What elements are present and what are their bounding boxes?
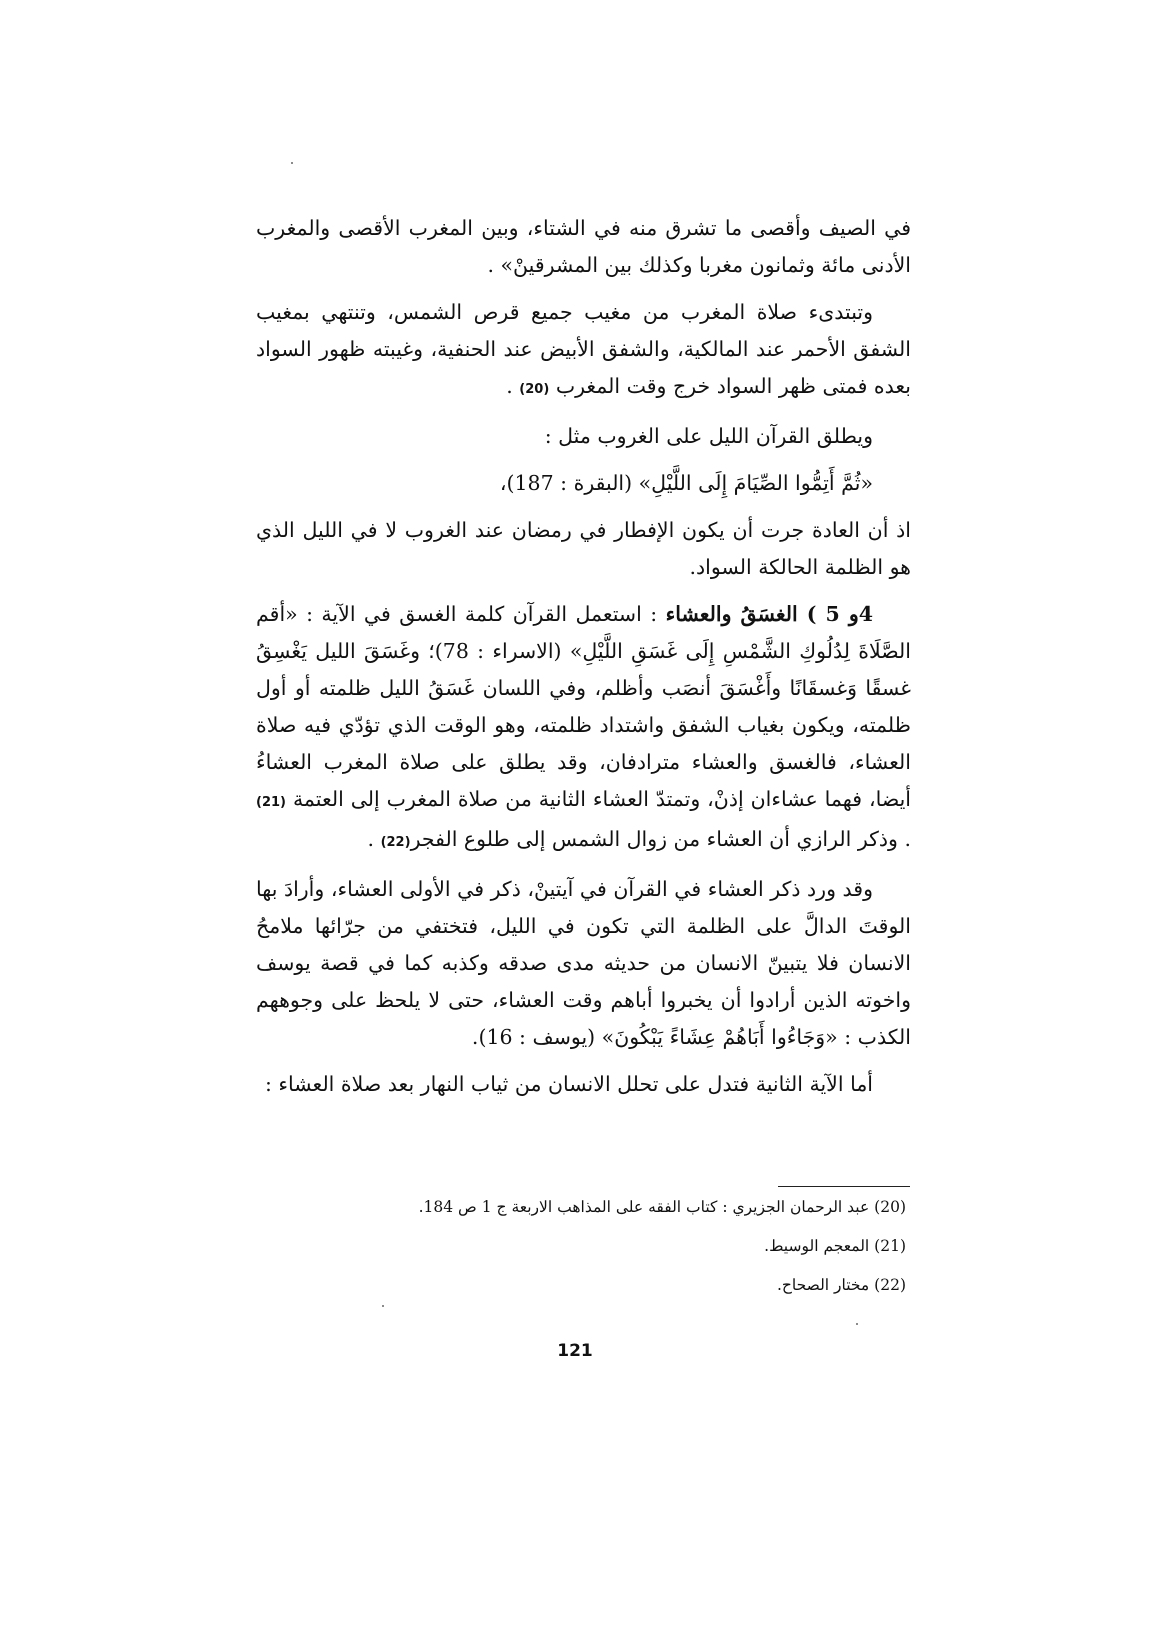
- paragraph-ghasaq-tail2: .: [367, 827, 381, 851]
- paragraph-3-text: ويطلق القرآن الليل على الغروب مثل :: [544, 424, 873, 448]
- paragraph-ishaa: [256, 871, 911, 1056]
- paragraph-last: [256, 1066, 911, 1103]
- paragraph-ghasaq-text: : استعمل القرآن كلمة الغسق في الآية : «أقم الصَّلَاةَ لِدُلُوكِ الشَّمْسِ إِلَى غَسَقِ اللَّيْلِ» (الاسراء : 78)؛ وغَسَقَ الليل يَغْسِقُ غسقًا وَغسقَانًا وأَغْسَقَ أنصَب وأظلم، وفي اللسان غَسَقُ الليل ظلمته أو أول ظلمته، ويكون بغياب الشفق واشتداد ظلمته، وهو الوقت الذي تؤدّي فيه صلاة العشاء، فالغسق والعشاء مترادفان، وقد يطلق على صلاة المغرب العشاءُ أيضا، فهما عشاءان إذنْ، وتمتدّ العشاء الثانية من صلاة المغرب إلى العتمة: [256, 602, 911, 811]
- footnote-ref-20: (20): [519, 382, 550, 397]
- paragraph-ghasaq: [256, 596, 911, 861]
- footnote-ref-22: (22): [380, 835, 411, 850]
- paragraph-2-text: وتبتدىء صلاة المغرب من مغيب جميع قرص الشمس، وتنتهي بمغيب الشفق الأحمر عند المالكية، والشفق الأبيض عند الحنفية، وغيبته ظهور السواد بعده فمتى ظهر السواد خرج وقت المغرب: [256, 300, 911, 398]
- paragraph-5: [256, 512, 911, 586]
- footnote-divider: [778, 1186, 910, 1187]
- main-text: [256, 210, 911, 1113]
- footnote-22: (22) مختار الصحاح.: [776, 1276, 906, 1294]
- scan-speck: [291, 162, 293, 164]
- footnotes: [256, 1197, 906, 1314]
- paragraph-2-tail: .: [506, 374, 520, 398]
- scan-speck: [382, 1305, 384, 1307]
- section-heading-ghasaq: 4و 5 ) الغسَقُ والعشاء: [665, 602, 873, 626]
- quran-quote-baqara-text: «ثُمَّ أَتِمُّوا الصِّيَامَ إِلَى اللَّيْلِ» (البقرة : 187)،: [499, 471, 873, 495]
- paragraph-3: [256, 418, 911, 455]
- paragraph-2: [256, 294, 911, 408]
- page-number: 121: [557, 1341, 593, 1361]
- paragraph-last-text: أما الآية الثانية فتدل على تحلل الانسان من ثياب النهار بعد صلاة العشاء :: [264, 1072, 873, 1096]
- footnote-21: (21) المعجم الوسيط.: [764, 1237, 906, 1255]
- paragraph-1-text: في الصيف وأقصى ما تشرق منه في الشتاء، وبين المغرب الأقصى والمغرب الأدنى مائة وثمانون مغربا وكذلك بين المشرقينْ» .: [256, 216, 911, 277]
- scan-speck: [856, 1323, 858, 1325]
- quran-quote-baqara: [256, 465, 911, 502]
- footnote-ref-21: (21): [256, 795, 286, 810]
- paragraph-ghasaq-tail: . وذكر الرازي أن العشاء من زوال الشمس إلى طلوع الفجر: [410, 827, 911, 851]
- footnote-20: (20) عبد الرحمان الجزيري : كتاب الفقه على المذاهب الاربعة ج 1 ص 184.: [418, 1198, 906, 1216]
- paragraph-5-text: اذ أن العادة جرت أن يكون الإفطار في رمضان عند الغروب لا في الليل الذي هو الظلمة الحالكة السواد.: [256, 518, 911, 579]
- paragraph-ishaa-text: وقد ورد ذكر العشاء في القرآن في آيتينْ، ذكر في الأولى العشاء، وأرادَ بها الوقتَ الدالَّ على الظلمة التي تكون في الليل، فتختفي من جرّائها ملامحُ الانسان فلا يتبينّ الانسان من حديثه مدى صدقه وكذبه كما في قصة يوسف واخوته الذين أرادوا أن يخبروا أباهم وقت العشاء، حتى لا يلحظ على وجوههم الكذب : «وَجَاءُوا أَبَاهُمْ عِشَاءً يَبْكُونَ» (يوسف : 16).: [256, 877, 911, 1049]
- paragraph-1: [256, 210, 911, 284]
